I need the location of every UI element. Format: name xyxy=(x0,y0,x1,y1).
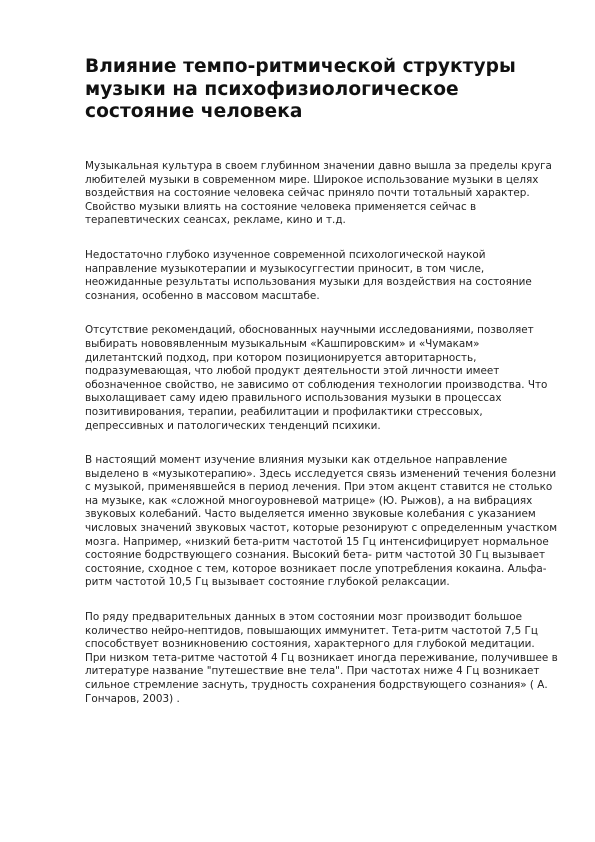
document-title: Влияние темпо-ритмической структуры музыки на психофизиологическое состояние человека xyxy=(85,56,516,122)
document-body xyxy=(85,160,559,706)
paragraph-4: В настоящий момент изучение влияния музыки как отдельное направление выделено в «музыкотерапию». Здесь исследуется связь изменений течения болезни с музыкой, применявшейся в период лечения. При этом акцент ставится не столько на музыке, как «сложной многоуровневой матрице» (Ю. Рыжов), а на вибрациях звуковых колебаний. Часто выделяется именно звуковые колебания с указанием числовых значений звуковых частот, которые резонируют с определенным участком мозга. Например, «низкий бета-ритм частотой 15 Гц интенсифицирует нормальное состояние бодрствующего сознания. Высокий бета- ритм частотой 30 Гц вызывает состояние, сходное с тем, которое возникает после употребления кокаина. Альфа-ритм частотой 10,5 Гц вызывает состояние глубокой релаксации. xyxy=(85,454,558,589)
paragraph-3: Отсутствие рекомендаций, обоснованных научными исследованиями, позволяет выбирать нововявленным музыкальным «Кашпировским» и «Чумакам» дилетантский подход, при котором позиционируется авторитарность, подразумевающая, что любой продукт деятельности этой личности имеет обозначенное свойство, не зависимо от соблюдения технологии производства. Что выхолащивает саму идею правильного использования музыки в процессах позитивирования, терапии, реабилитации и профилактики стрессовых, депрессивных и патологических тенденций психики. xyxy=(85,324,548,432)
paragraph-2: Недостаточно глубоко изученное современной психологической наукой направление музыкотерапии и музыкосуггестии приносит, в том числе, неожиданные результаты использования музыки для воздействия на состояние сознания, особенно в массовом масштабе. xyxy=(85,248,532,302)
paragraph-1: Музыкальная культура в своем глубинном значении давно вышла за пределы круга любителей музыки в современном мире. Широкое использование музыки в целях воздействия на состояние человека сейчас приняло почти тотальный характер. Свойство музыки влиять на состояние человека применяется сейчас в терапевтических сеансах, рекламе, кино и т.д. xyxy=(85,160,552,227)
paragraph-5: По ряду предварительных данных в этом состоянии мозг производит большое количество нейро-нептидов, повышающих иммунитет. Тета-ритм частотой 7,5 Гц способствует возникновению состояния, характерного для глубокой медитации. При низком тета-ритме частотой 4 Гц возникает иногда переживание, получившее в литературе название "путешествие вне тела". При частотах ниже 4 Гц возникает сильное стремление заснуть, трудность сохранения бодрствующего сознания» ( А. Гончаров, 2003) . xyxy=(85,611,558,705)
